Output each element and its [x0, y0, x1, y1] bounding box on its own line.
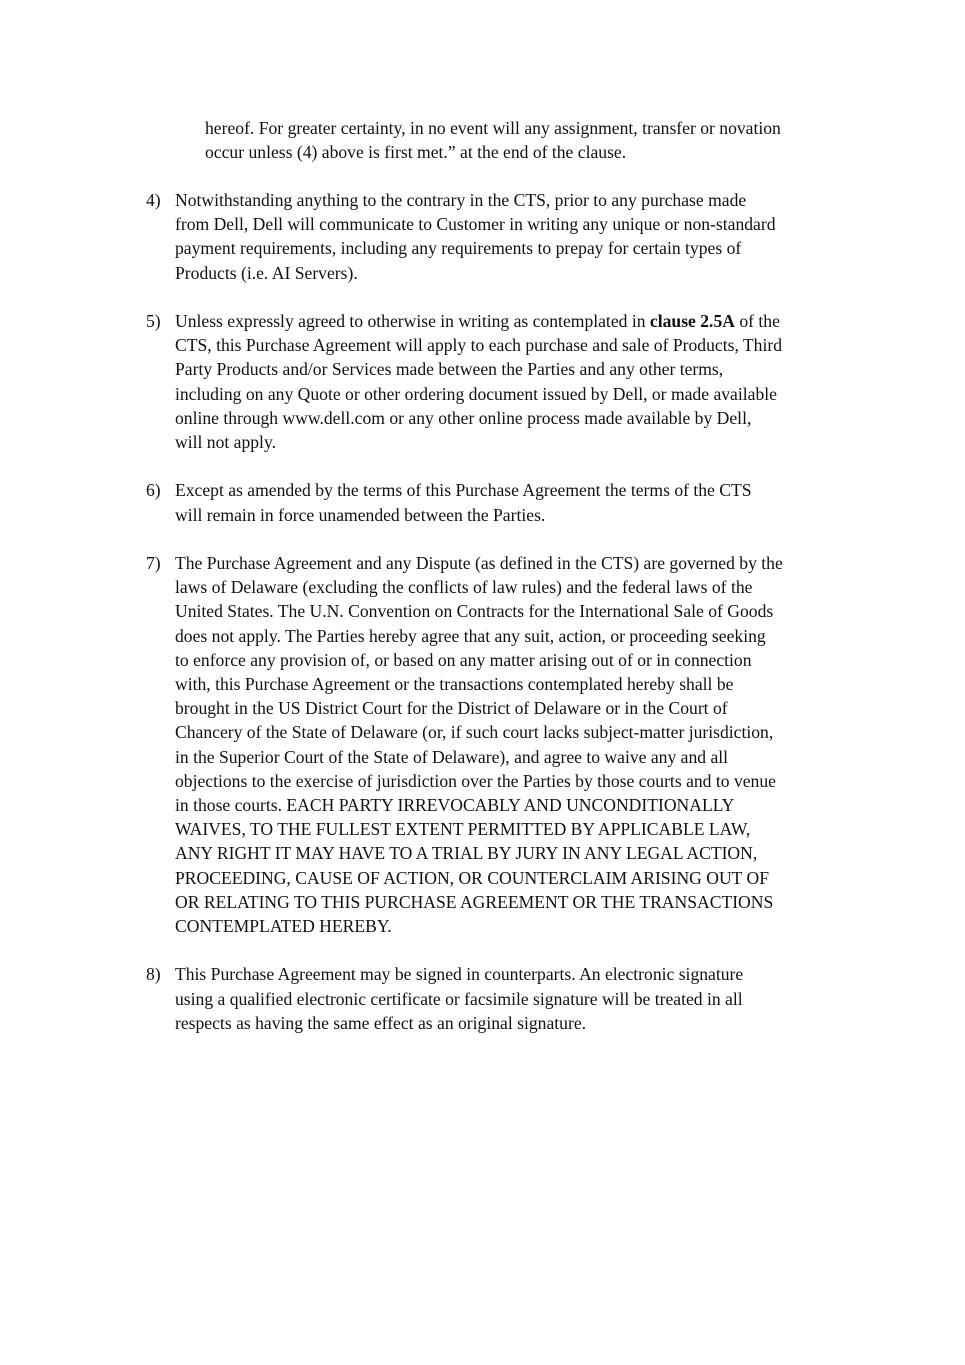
- clause-8: [146, 962, 866, 1035]
- text-line: will not apply.: [175, 432, 276, 453]
- text-line: will remain in force unamended between the Parties.: [175, 504, 546, 525]
- clause-number: 5): [146, 311, 161, 331]
- text-line: This Purchase Agreement may be signed in counterparts. An electronic signature: [175, 964, 744, 985]
- text-line: in those courts. EACH PARTY IRREVOCABLY AND UNCONDITIONALLY: [175, 795, 735, 816]
- clause-6: [146, 478, 866, 526]
- clause-number: 7): [146, 553, 161, 573]
- clause-4: [146, 188, 866, 285]
- text-line: Except as amended by the terms of this Purchase Agreement the terms of the CTS: [175, 480, 752, 501]
- text-line: Chancery of the State of Delaware (or, if such court lacks subject-matter jurisdiction,: [175, 722, 774, 743]
- text-line: ANY RIGHT IT MAY HAVE TO A TRIAL BY JURY IN ANY LEGAL ACTION,: [175, 843, 758, 864]
- text-line: hereof. For greater certainty, in no event will any assignment, transfer or novation: [205, 118, 781, 138]
- text-run: Unless expressly agreed to otherwise in writing as contemplated in: [175, 311, 650, 331]
- text-line: CTS, this Purchase Agreement will apply to each purchase and sale of Products, Third: [175, 335, 783, 356]
- clause-number: 4): [146, 190, 161, 210]
- text-line: WAIVES, TO THE FULLEST EXTENT PERMITTED BY APPLICABLE LAW,: [175, 819, 751, 840]
- text-line: United States. The U.N. Convention on Contracts for the International Sale of Goods: [175, 601, 774, 622]
- text-line: objections to the exercise of jurisdiction over the Parties by those courts and to venue: [175, 770, 776, 791]
- text-line: OR RELATING TO THIS PURCHASE AGREEMENT OR THE TRANSACTIONS: [175, 891, 774, 912]
- text-line: Notwithstanding anything to the contrary in the CTS, prior to any purchase made: [175, 190, 747, 210]
- text-line: to enforce any provision of, or based on any matter arising out of or in connection: [175, 649, 752, 670]
- text-line: using a qualified electronic certificate or facsimile signature will be treated in all: [175, 988, 743, 1009]
- text-line: [175, 309, 866, 333]
- clause-5: [146, 309, 866, 454]
- text-line: in the Superior Court of the State of Delaware), and agree to waive any and all: [175, 746, 729, 767]
- clause-number: 6): [146, 480, 161, 501]
- clause-reference: clause 2.5A: [649, 311, 735, 331]
- text-run: of the: [734, 311, 780, 331]
- text-line: does not apply. The Parties hereby agree that any suit, action, or proceeding seeking: [175, 625, 766, 646]
- text-line: online through www.dell.com or any other online process made available by Dell,: [175, 407, 752, 428]
- text-line: laws of Delaware (excluding the conflicts of law rules) and the federal laws of the: [175, 577, 753, 598]
- text-line: CONTEMPLATED HEREBY.: [175, 916, 392, 937]
- text-line: including on any Quote or other ordering document issued by Dell, or made available: [175, 383, 777, 404]
- text-line: The Purchase Agreement and any Dispute (as defined in the CTS) are governed by the: [175, 553, 783, 573]
- text-line: occur unless (4) above is first met.” at the end of the clause.: [205, 142, 627, 163]
- text-line: respects as having the same effect as an original signature.: [175, 1012, 587, 1033]
- text-line: payment requirements, including any requirements to prepay for certain types of: [175, 238, 742, 259]
- text-line: brought in the US District Court for the District of Delaware or in the Court of: [175, 698, 728, 719]
- continuation-paragraph: [205, 116, 865, 164]
- text-line: PROCEEDING, CAUSE OF ACTION, OR COUNTERCLAIM ARISING OUT OF: [175, 867, 769, 888]
- clause-7: [146, 551, 866, 938]
- clause-number: 8): [146, 964, 161, 985]
- text-line: Party Products and/or Services made between the Parties and any other terms,: [175, 359, 724, 380]
- text-line: with, this Purchase Agreement or the transactions contemplated hereby shall be: [175, 674, 734, 695]
- text-line: Products (i.e. AI Servers).: [175, 262, 358, 283]
- clause-list: [146, 188, 866, 1059]
- text-line: from Dell, Dell will communicate to Customer in writing any unique or non-standard: [175, 214, 776, 235]
